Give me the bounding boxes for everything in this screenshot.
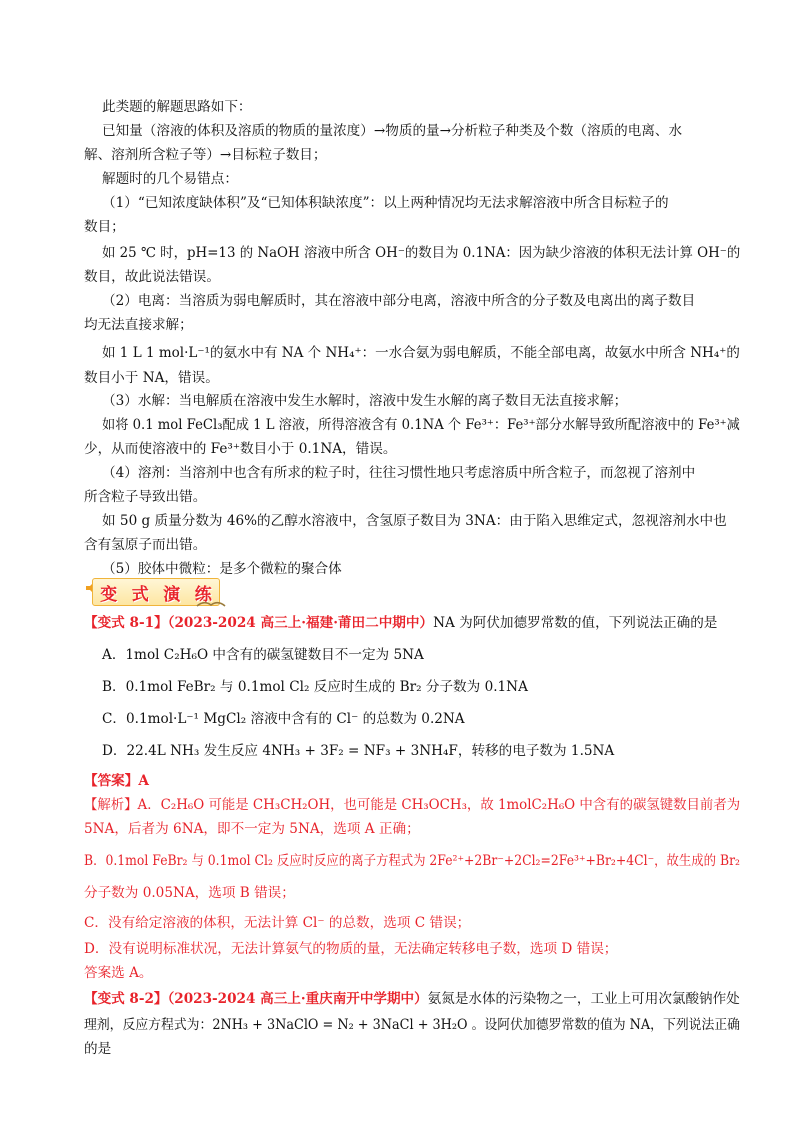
text-line: （3）水解：当电解质在溶液中发生水解时，溶液中发生水解的离子数目无法直接求解； (102, 393, 628, 409)
text-line: 如 25 ℃ 时，pH=13 的 NaOH 溶液中所含 OH⁻的数目为 0.1NA：因为缺少溶液的体积无法计算 OH⁻的 (102, 245, 741, 261)
text-line: 如 1 L 1 mol·L⁻¹的氨水中有 NA 个 NH₄⁺：一水合氨为弱电解质，不能全部电离，故氨水中所含 NH₄⁺的 (102, 345, 740, 361)
text-line: （4）溶剂：当溶剂中也含有所求的粒子时，往往习惯性地只考虑溶质中所含粒子，而忽视了溶剂中 (102, 465, 696, 481)
text-line: （1）“已知浓度缺体积”及“已知体积缺浓度”：以上两种情况均无法求解溶液中所含目标粒子的 (102, 195, 669, 211)
question-stem: NA 为阿伏加德罗常数的值，下列说法正确的是 (433, 615, 718, 631)
text-line: 均无法直接求解； (84, 317, 193, 333)
section-banner (84, 574, 222, 608)
question-header (84, 990, 740, 1008)
text-line: （5）胶体中微粒：是多个微粒的聚合体 (102, 561, 342, 577)
text-line: 此类题的解题思路如下： (102, 99, 252, 115)
book-icon (196, 596, 226, 608)
question-header (84, 614, 717, 632)
text-line: 解题时的几个易错点： (102, 171, 238, 187)
option-b: B．0.1mol FeBr₂ 与 0.1mol Cl₂ 反应时生成的 Br₂ 分子数为 0.1NA (102, 679, 528, 695)
option-c: C．0.1mol·L⁻¹ MgCl₂ 溶液中含有的 Cl⁻ 的总数为 0.2NA (102, 711, 465, 727)
text-line: 数目，故此说法错误。 (84, 269, 220, 285)
analysis-line: C．没有给定溶液的体积，无法计算 Cl⁻ 的总数，选项 C 错误； (84, 915, 471, 931)
question-stem: 氨氮是水体的污染物之一，工业上可用次氯酸钠作处 (427, 991, 740, 1007)
text-line: 如 50 g 质量分数为 46%的乙醇水溶液中，含氢原子数目为 3NA：由于陷入思维定式，忽视溶剂水中也 (102, 513, 727, 529)
text-line: 解、溶剂所含粒子等）→目标粒子数目； (84, 147, 327, 163)
text-line: （2）电离：当溶质为弱电解质时，其在溶液中部分电离，溶液中所含的分子数及电离出的离子数目 (102, 293, 696, 309)
text-line: 含有氢原子而出错。 (84, 537, 207, 553)
analysis-line: 分子数为 0.05NA，选项 B 错误； (84, 885, 295, 901)
analysis-line: 【解析】A．C₂H₆O 可能是 CH₃CH₂OH，也可能是 CH₃OCH₃，故 1molC₂H₆O 中含有的碳氢键数目前者为 (84, 797, 741, 813)
text-line: 所含粒子导致出错。 (84, 489, 207, 505)
option-a: A．1mol C₂H₆O 中含有的碳氢键数目不一定为 5NA (102, 647, 424, 663)
question-stem-line: 理剂，反应方程式为：2NH₃ + 3NaClO = N₂ + 3NaCl + 3H₂O 。设阿伏加德罗常数的值为 NA，下列说法正确 (84, 1017, 741, 1033)
analysis-line: B．0.1mol FeBr₂ 与 0.1mol Cl₂ 反应时反应的离子方程式为 2Fe²⁺+2Br⁻+2Cl₂=2Fe³⁺+Br₂+4Cl⁻，故生成的 Br₂ (84, 853, 740, 869)
banner-char: 演 (163, 584, 181, 605)
text-line: 数目小于 NA，错误。 (84, 370, 219, 386)
answer-label: 【答案】A (84, 773, 149, 789)
question-tag: 【变式 8-2】（2023-2024 高三上·重庆南开中学期中） (84, 991, 428, 1007)
conclusion-line: 答案选 A。 (84, 965, 153, 981)
text-line: 数目； (84, 219, 125, 235)
text-line: 已知量（溶液的体积及溶质的物质的量浓度）→物质的量→分析粒子种类及个数（溶质的电离、水 (102, 123, 683, 139)
question-tag: 【变式 8-1】（2023-2024 高三上·福建·莆田二中期中） (84, 615, 434, 631)
analysis-line: 5NA，后者为 6NA，即不一定为 5NA，选项 A 正确； (84, 821, 420, 837)
banner-char: 练 (194, 584, 212, 605)
text-line: 如将 0.1 mol FeCl₃配成 1 L 溶液，所得溶液含有 0.1NA 个 Fe³⁺：Fe³⁺部分水解导致所配溶液中的 Fe³⁺减 (102, 417, 740, 433)
banner-char: 式 (131, 584, 149, 605)
question-stem-line: 的是 (84, 1041, 112, 1057)
option-d: D．22.4L NH₃ 发生反应 4NH₃ + 3F₂ = NF₃ + 3NH₄F，转移的电子数为 1.5NA (102, 743, 615, 759)
analysis-line: D．没有说明标准状况，无法计算氨气的物质的量，无法确定转移电子数，选项 D 错误； (84, 941, 618, 957)
banner-char: 变 (100, 584, 118, 605)
text-line: 少，从而使溶液中的 Fe³⁺数目小于 0.1NA，错误。 (84, 441, 397, 457)
